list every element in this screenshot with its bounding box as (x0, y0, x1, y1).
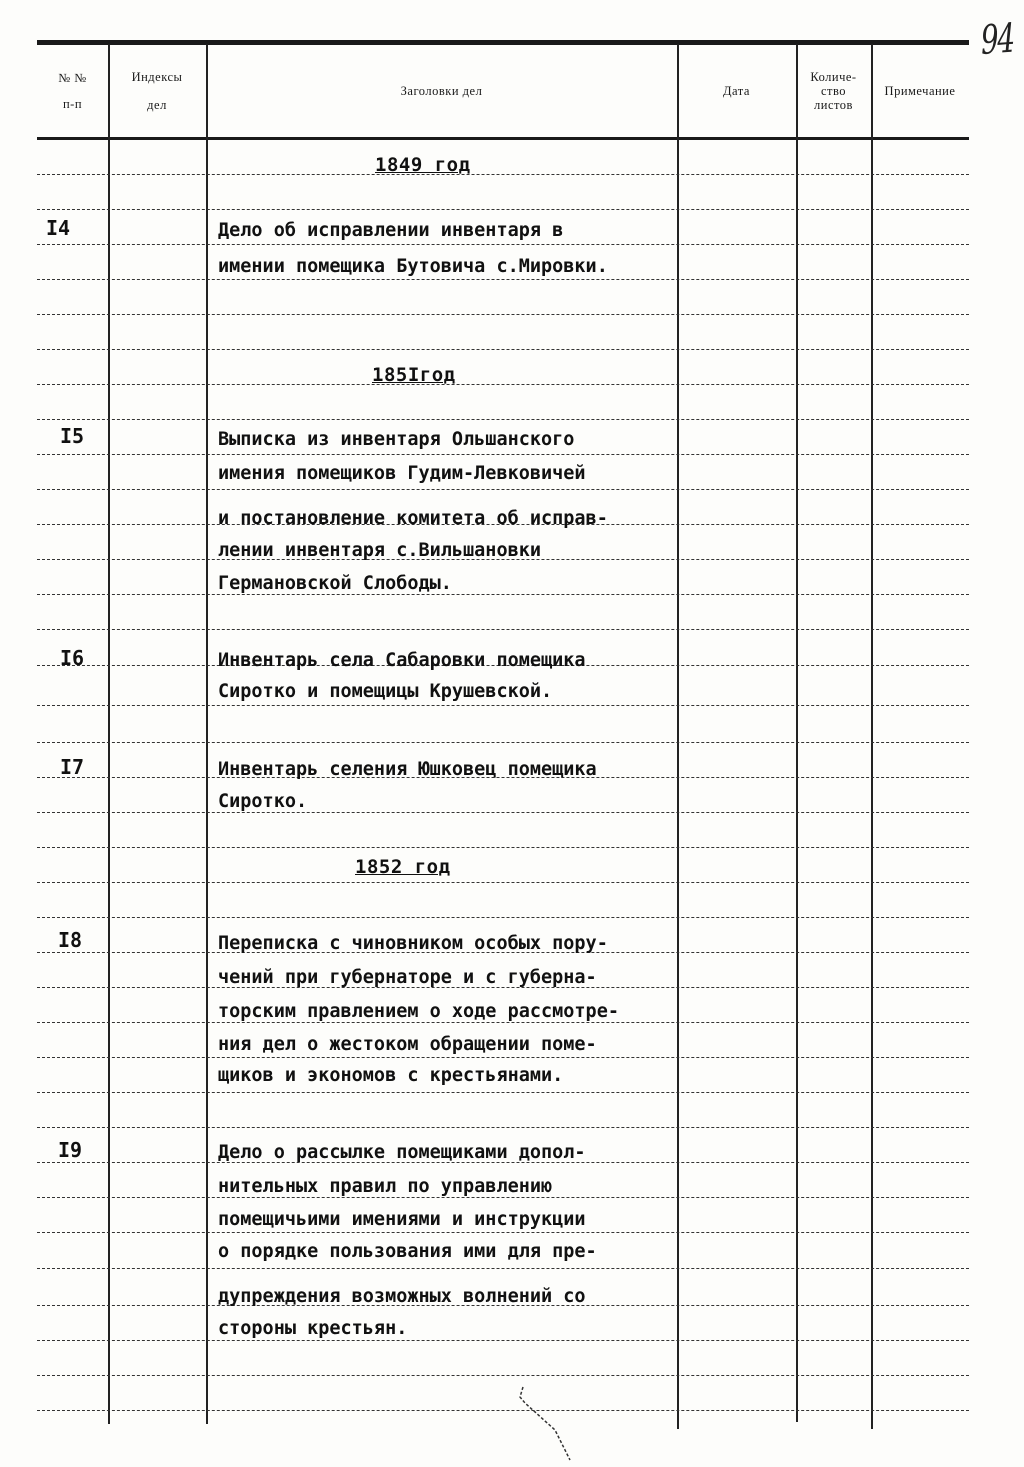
ruled-line (37, 419, 969, 420)
ruled-line (37, 1410, 969, 1411)
entry-number: I6 (60, 646, 85, 670)
entry-title-line: имении помещика Бутовича с.Мировки. (218, 256, 608, 277)
column-divider-title (677, 44, 679, 1429)
ruled-line (37, 705, 969, 706)
ruled-line (37, 812, 969, 813)
ruled-line (37, 314, 969, 315)
entry-title-line: имения помещиков Гудим-Левковичей (218, 463, 586, 484)
ruled-line (37, 594, 969, 595)
entry-title-line: о порядке пользования ими для пре- (218, 1241, 597, 1262)
ruled-line (37, 1340, 969, 1341)
header-sheets (796, 46, 871, 136)
ruled-line (37, 1127, 969, 1128)
entry-title-line: Инвентарь селения Юшковец помещика (218, 759, 597, 780)
entry-title-line: Дело о рассылке помещиками допол- (218, 1142, 586, 1163)
ruled-line (37, 174, 969, 175)
header-note-text: Примечание (884, 84, 956, 98)
entry-title-line: стороны крестьян. (218, 1318, 408, 1339)
entry-title-line: и постановление комитета об исправ- (218, 508, 608, 529)
entry-title-line: помещичьими имениями и инструкции (218, 1209, 586, 1230)
header-index-line-1: Индексы (131, 70, 183, 84)
header-sheets-line-3: листов (814, 98, 853, 112)
header-number (37, 46, 108, 136)
entry-title-line: Выписка из инвентаря Ольшанского (218, 429, 575, 450)
entry-title-line: Германовской Слободы. (218, 573, 452, 594)
header-sheets-line-2: ство (820, 84, 847, 98)
header-date (677, 46, 796, 136)
header-sheets-line-1: Количе- (810, 70, 857, 84)
entry-title-line: нительных правил по управлению (218, 1176, 553, 1197)
entry-title-line: дупреждения возможных волнений со (218, 1286, 586, 1307)
year-heading-1851: 185Iгод (372, 364, 456, 386)
entry-number: I4 (46, 216, 71, 240)
ruled-line (37, 1232, 969, 1233)
table-header-rule (37, 137, 969, 140)
ruled-line (37, 1268, 969, 1269)
column-divider-date (796, 44, 798, 1422)
entry-number: I8 (58, 928, 83, 952)
entry-number: I5 (60, 424, 85, 448)
header-number-line-2: п-п (62, 97, 83, 111)
entry-title-line: лении инвентаря с.Вильшановки (218, 540, 542, 561)
ruled-line (37, 279, 969, 280)
ruled-line (37, 1375, 969, 1376)
entry-title-line: Сиротко и помещицы Крушевской. (218, 681, 553, 702)
entry-title-line: Сиротко. (218, 791, 308, 812)
header-note (871, 46, 969, 136)
header-number-line-1: № № (58, 71, 87, 85)
ruled-line (37, 1092, 969, 1093)
entry-title-line: щиков и экономов с крестьянами. (218, 1065, 564, 1086)
year-heading-1852: 1852 год (355, 856, 451, 878)
entry-title-line: Переписка с чиновником особых пору- (218, 933, 608, 954)
entry-number: I9 (58, 1138, 83, 1162)
ruled-line (37, 244, 969, 245)
header-index (108, 46, 206, 136)
sheet-number: 94 (980, 15, 1015, 64)
column-divider-sheets (871, 44, 873, 1429)
entry-title-line: Дело об исправлении инвентаря в (218, 220, 564, 241)
entry-title-line: Инвентарь села Сабаровки помещика (218, 650, 586, 671)
header-title (206, 46, 677, 136)
ruled-line (37, 847, 969, 848)
table-top-rule (37, 40, 969, 45)
ruled-line (37, 629, 969, 630)
ruled-line (37, 882, 969, 883)
year-heading-1849: 1849 год (375, 154, 471, 176)
ruled-line (37, 384, 969, 385)
column-divider-number (108, 44, 110, 1424)
column-divider-index (206, 44, 208, 1424)
entry-title-line: чений при губернаторе и с губерна- (218, 967, 597, 988)
entry-title-line: торским правлением о ходе рассмотре- (218, 1001, 619, 1022)
header-title-text: Заголовки дел (400, 84, 483, 98)
ruled-line (37, 917, 969, 918)
ruled-line (37, 349, 969, 350)
header-index-line-2: дел (147, 98, 167, 112)
entry-title-line: ния дел о жестоком обращении поме- (218, 1034, 597, 1055)
pen-stroke-mark (515, 1385, 595, 1465)
ruled-line (37, 742, 969, 743)
ruled-line (37, 1057, 969, 1058)
ruled-line (37, 489, 969, 490)
entry-number: I7 (60, 755, 85, 779)
header-date-text: Дата (723, 84, 750, 98)
ruled-line (37, 209, 969, 210)
ruled-line (37, 454, 969, 455)
